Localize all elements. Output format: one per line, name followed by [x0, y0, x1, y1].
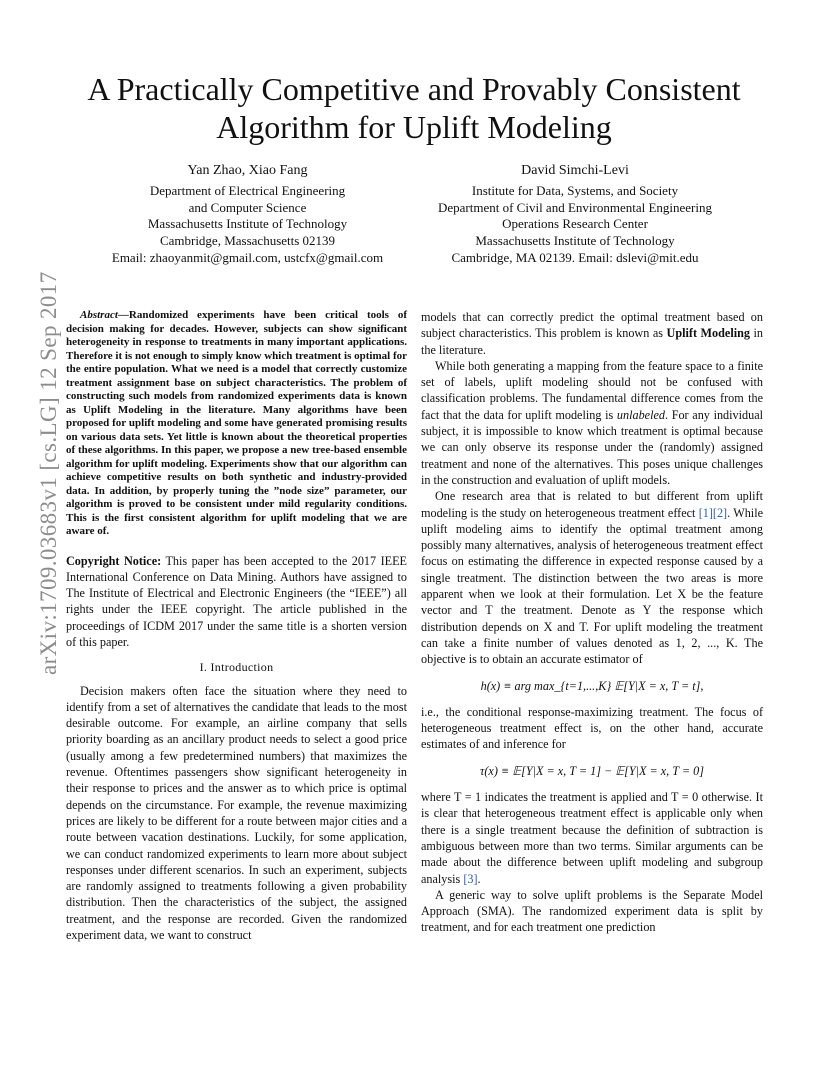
paragraph: [421, 488, 763, 667]
affiliation-line: Department of Electrical Engineering: [149, 182, 346, 198]
paragraph: [421, 309, 763, 358]
italic-term: unlabeled: [616, 407, 665, 422]
author-names: David Simchi-Levi: [521, 163, 629, 178]
paragraph: i.e., the conditional response-maximizing treatment. The focus of heterogeneous treatment effect is, on the other hand, accurate estimates of and inference for: [421, 704, 763, 752]
text-run: where T = 1 indicates the treatment is applied and T = 0 otherwise. It is clear that heterogeneous treatment effect is applicable only when there is a single treatment because the definition of subtraction is ambiguous between more than two terms. Similar arguments can be made about the difference between uplift modeling and subgroup analysis: [421, 790, 763, 886]
affiliation-line: Institute for Data, Systems, and Society: [471, 182, 679, 198]
paragraph: A generic way to solve uplift problems is the Separate Model Approach (SMA). The randomized experiment data is split by treatment, and for each treatment one prediction: [421, 887, 763, 935]
affiliation-line: Massachusetts Institute of Technology: [147, 216, 348, 232]
affiliation-line: and Computer Science: [188, 199, 307, 215]
text-run: . While uplift modeling aims to identify the optimal treatment among possibly many alternatives, analysis of heterogeneous treatment effect focus on estimating the difference in expected response caused by a single treatment. The distinction between the two areas is more apparent when we look at their formulation. Let X be the feature vector and T the treatment. Denote as Y the response which distribution depends on X and T. For uplift modeling the treatment can take a finite number of values denoted as 1, 2, ..., K. The objective is to obtain an accurate estimator of: [421, 505, 763, 667]
citation-link[interactable]: [2]: [712, 505, 728, 520]
text-run: in the literature.: [421, 326, 763, 357]
citation-link[interactable]: [1]: [698, 505, 713, 520]
bold-term: Uplift Modeling: [666, 326, 750, 341]
citation-link[interactable]: [3]: [463, 871, 478, 886]
copyright-label: Copyright Notice:: [66, 553, 162, 568]
paragraph: Decision makers often face the situation where they need to identify from a set of alternatives the candidate that leads to the most desirable outcome. For example, an airline company that sells priority boarding as an ancillary product needs to select a good price (usually among a few predetermined numbers) that maximizes the revenue. Oftentimes passengers show significant heterogeneity in their response to prices and the answer as to which price is optimal depends on the circumstance. For example, the revenue maximizing prices are likely to be different for a route between major cities and a route between vacation destinations. Luckily, for some application, we can conduct randomized experiments to learn more about subject responses under different scenarios. In such an experiment, subjects are randomly assigned to treatments following a given probability distribution. Then the characteristics of the subject, the assigned treatment, and the response are recorded. Given the randomized experiment data, we want to construct: [66, 683, 407, 943]
affiliation-line: Operations Research Center: [502, 216, 648, 232]
text-run: One research area that is related to but different from uplift modeling is the study on heterogeneous treatment effect: [421, 489, 763, 520]
copyright-notice: [66, 553, 407, 651]
equation-tau: τ(x) ≡ 𝔼[Y|X = x, T = 1] − 𝔼[Y|X = x, T = 0]: [479, 763, 704, 778]
text-run: .: [477, 871, 481, 886]
abstract-label: Abstract: [80, 309, 118, 321]
right-column: [421, 309, 763, 936]
affiliation-line: Cambridge, Massachusetts 02139: [159, 233, 336, 249]
section-heading-introduction: I. Introduction: [199, 660, 274, 675]
author-names: Yan Zhao, Xiao Fang: [187, 163, 308, 178]
text-run: . For any individual subject, it is impossible to know which treatment is optimal because we can only observe its response under the (randomly) assigned treatment and none of the alternatives. This poses unique challenges in the construction and evaluation of uplift models.: [421, 407, 763, 487]
arxiv-identifier: arXiv:1709.03683v1 [cs.LG] 12 Sep 2017: [36, 271, 61, 675]
paragraph: [421, 789, 763, 887]
paper-title: A Practically Competitive and Provably Consistent Algorithm for Uplift Modeling: [87, 71, 741, 145]
affiliation-line: Department of Civil and Environmental Engineering: [437, 199, 712, 215]
author-block-left: [85, 163, 410, 267]
text-run: While both generating a mapping from the feature space to a finite set of labels, uplift modeling should not be confused with classification problems. The fundamental difference comes from the fact that the data for uplift modeling is: [421, 358, 763, 422]
copyright-text: This paper has been accepted to the 2017 IEEE International Conference on Data Mining. Authors have assigned to The Institute of Electrical and Electronic Engineers (the “IEEE”) all rights under the IEEE copyright. The article published in the proceedings of ICDM 2017 under the same title is a shorten version of this paper.: [66, 553, 407, 649]
abstract: [66, 309, 407, 539]
affiliation-line: Massachusetts Institute of Technology: [475, 233, 675, 249]
author-email: Email: zhaoyanmit@gmail.com, ustcfx@gmail.com: [111, 249, 384, 265]
left-column: [66, 309, 407, 943]
paragraph: [421, 358, 763, 488]
equation-h: h(x) ≡ arg max_{t=1,...,K} 𝔼[Y|X = x, T = t],: [480, 678, 704, 693]
abstract-text: —Randomized experiments have been critical tools of decision making for decades. However, subjects can show significant heterogeneity in response to treatments in many important applications. Therefore it is not enough to simply know which treatment is optimal for the entire population. What we need is a model that correctly customize treatment assignment base on subject characteristics. The problem of constructing such models from randomized experiments data is known as Uplift Modeling in the literature. Many algorithms have been proposed for uplift modeling and some have generated promising results on various data sets. Yet little is known about the theoretical properties of these algorithms. In this paper, we propose a new tree-based ensemble algorithm for uplift modeling. Experiments show that our algorithm can achieve competitive results on both synthetic and industry-provided data. In addition, by properly tuning the ”node size” parameter, our algorithm is proved to be consistent under mild regularity conditions. This is the first consistent algorithm for uplift modeling that we are aware of.: [66, 309, 407, 537]
author-email: Cambridge, MA 02139. Email: dslevi@mit.edu: [451, 249, 699, 265]
text-run: models that can correctly predict the optimal treatment based on subject characteristics. This problem is known as: [421, 310, 763, 341]
author-block-right: [420, 163, 730, 267]
